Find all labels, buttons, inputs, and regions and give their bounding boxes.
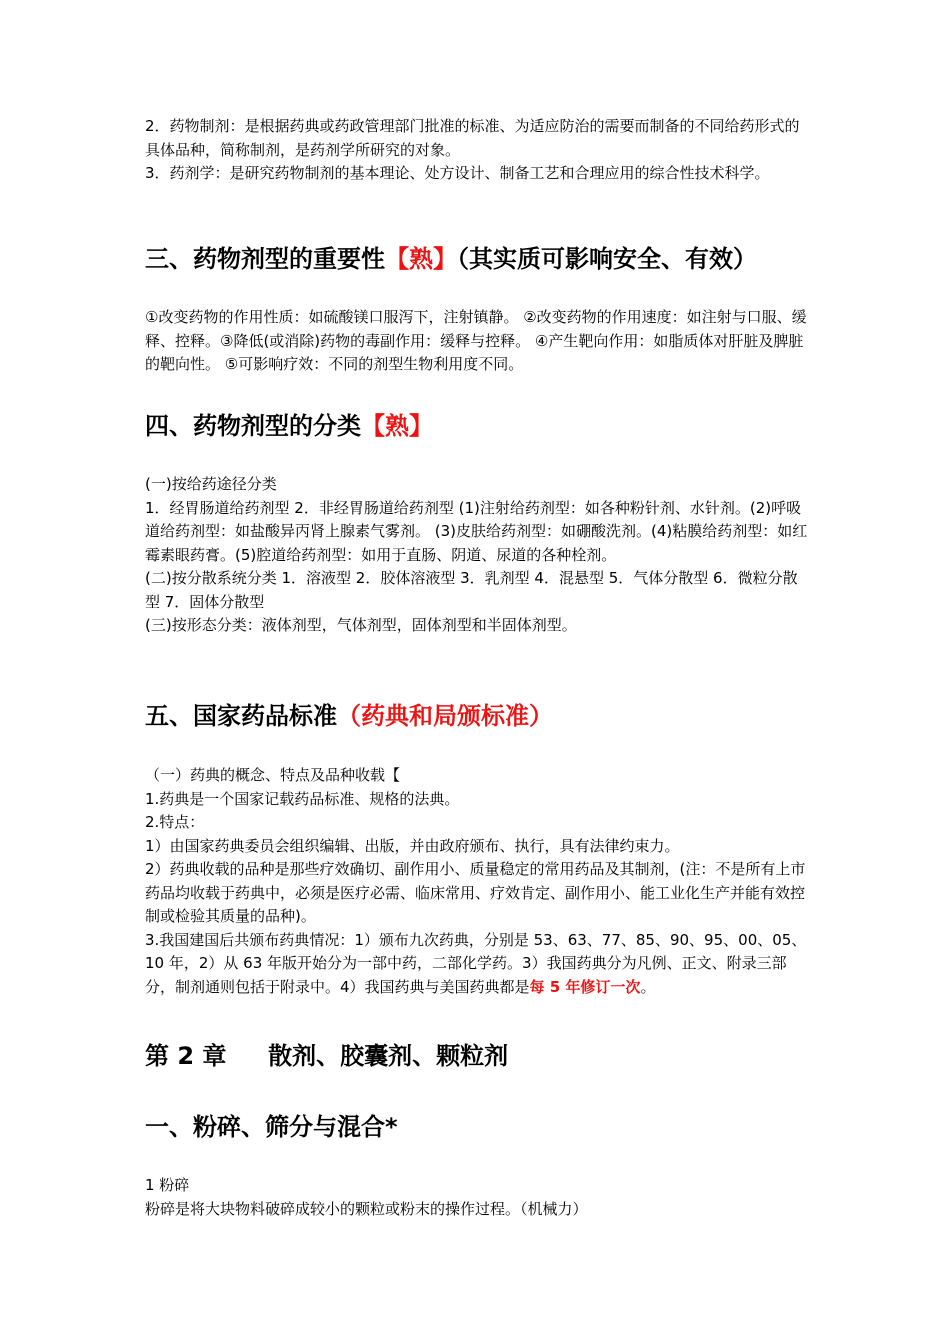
section-1-body	[145, 1174, 810, 1221]
section-1-heading: 一、粉碎、筛分与混合*	[145, 1113, 398, 1141]
crushing-label: 1 粉碎	[145, 1176, 190, 1194]
section-3-title: 三、药物剂型的重要性	[145, 245, 385, 273]
section-3-heading	[145, 243, 825, 275]
feature-2: 2）药典收载的品种是那些疗效确切、副作用小、质量稳定的常用药品及其制剂，(注：不是所有上市药品均收载于药典中，必须是医疗必需、临床常用、疗效肯定、副作用小、能工业化生产并能有效控制或检验其质量的品种)。	[145, 860, 806, 925]
pharmacopoeia-subheading: （一）药典的概念、特点及品种收载【	[145, 766, 401, 784]
classification-by-form: (三)按形态分类：液体剂型，气体剂型，固体剂型和半固体剂型。	[145, 616, 577, 634]
section-3-paragraph: ①改变药物的作用性质：如硫酸镁口服泻下，注射镇静。 ②改变药物的作用速度：如注射与口服、缓释、控释。③降低(或消除)药物的毒副作用：缓释与控释。 ④产生靶向作用：如脂质体对肝脏及脾脏的靶向性。 ⑤可影响疗效：不同的剂型生物利用度不同。	[145, 308, 807, 373]
pharmacopoeia-history	[145, 929, 810, 1000]
section-3-body	[145, 306, 810, 377]
section-3-tag: 【熟】	[385, 245, 457, 273]
pharmacopoeia-definition: 1.药典是一个国家记载药品标准、规格的法典。	[145, 789, 460, 808]
revision-emphasis: 每 5 年修订一次	[529, 977, 641, 996]
section-5-heading	[145, 700, 825, 732]
definition-pharmaceutics: 3．药剂学：是研究药物制剂的基本理论、处方设计、制备工艺和合理应用的综合性技术科学。	[145, 164, 770, 182]
route-details: 1．经胃肠道给药剂型 2．非经胃肠道给药剂型 (1)注射给药剂型：如各种粉针剂、水针剂。(2)呼吸道给药剂型：如盐酸异丙肾上腺素气雾剂。 (3)皮肤给药剂型：如硼酸洗剂。(4)粘膜给药剂型：如红霉素眼药膏。(5)腔道给药剂型：如用于直肠、阴道、尿道的各种栓剂。	[145, 498, 808, 564]
section-5-title: 五、国家药品标准	[145, 702, 337, 730]
intro-block	[145, 115, 810, 186]
features-label: 2.特点：	[145, 813, 205, 831]
section-4-title: 四、药物剂型的分类	[145, 412, 361, 440]
crushing-definition: 粉碎是将大块物料破碎成较小的颗粒或粉末的操作过程。（机械力）	[145, 1199, 588, 1218]
section-4-heading	[145, 410, 825, 442]
definition-preparation: 2．药物制剂：是根据药典或药政管理部门批准的标准、为适应防治的需要而制备的不同给药形式的具体品种，简称制剂，是药剂学所研究的对象。	[145, 117, 800, 159]
section-3-suffix: （其实质可影响安全、有效）	[457, 245, 757, 273]
classification-by-dispersion: (二)按分散系统分类 1．溶液型 2．胶体溶液型 3．乳剂型 4．混悬型 5．气体分散型 6．微粒分散型 7．固体分散型	[145, 569, 798, 611]
feature-1: 1）由国家药典委员会组织编辑、出版，并由政府颁布、执行，具有法律约束力。	[145, 836, 680, 855]
section-5-body	[145, 764, 810, 999]
section-5-tag: （药典和局颁标准）	[337, 702, 553, 730]
chapter-2-heading: 第 2 章 散剂、胶囊剂、颗粒剂	[145, 1042, 509, 1070]
classification-by-route: (一)按给药途径分类	[145, 475, 277, 493]
history-text: 3.我国建国后共颁布药典情况：1）颁布九次药典，分别是 53、63、77、85、90、95、00、05、10 年，2）从 63 年版开始分为一部中药，二部化学药。3）我国药典分为凡例、正文、附录三部分，制剂通则包括于附录中。4）我国药典与美国药典都是	[145, 930, 807, 996]
history-end: 。	[640, 977, 656, 996]
section-4-body	[145, 473, 810, 638]
section-4-tag: 【熟】	[361, 412, 433, 440]
